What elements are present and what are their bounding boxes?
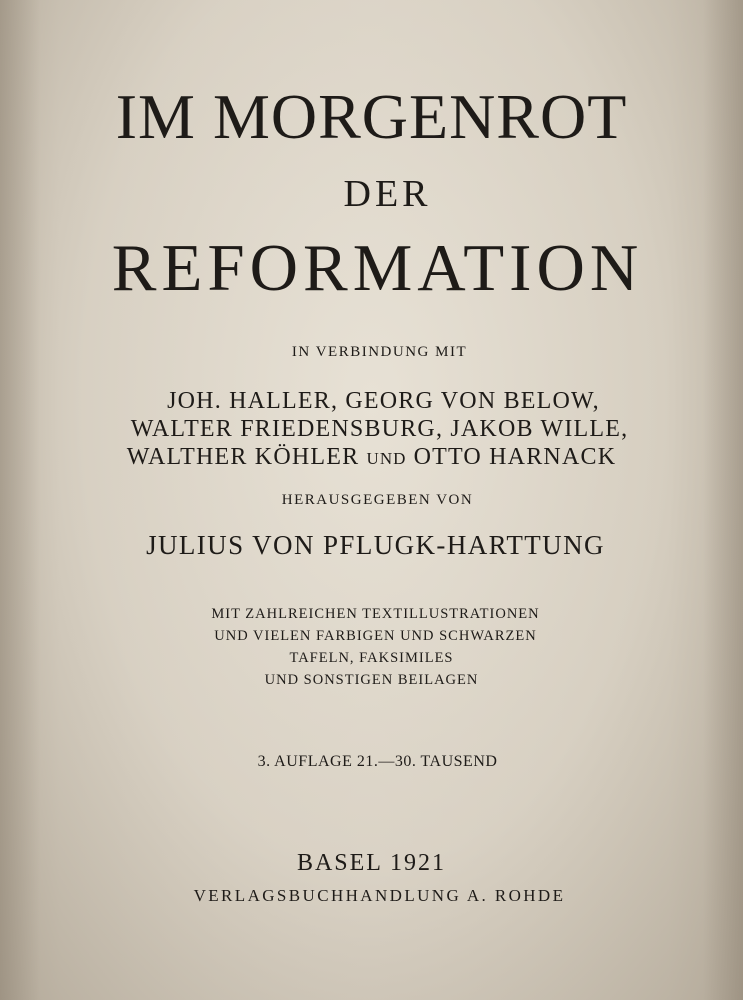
place-and-year: BASEL 1921 [296, 850, 447, 876]
title-line-2: DER [343, 173, 432, 215]
description-line-4: UND SONSTIGEN BEILAGEN [264, 672, 479, 688]
authors-line-1: JOH. HALLER, GEORG VON BELOW, [167, 388, 600, 414]
description-line-1: MIT ZAHLREICHEN TEXTILLUSTRATIONEN [211, 606, 540, 622]
authors-line-3 [0, 444, 743, 471]
editor-name: JULIUS VON PFLUGK-HARTTUNG [146, 530, 605, 560]
authors-line-3-conjunction: UND [366, 449, 407, 468]
title-line-3: REFORMATION [111, 231, 644, 305]
authors-line-3-name-b: OTTO HARNACK [413, 444, 617, 470]
publisher: VERLAGSBUCHHANDLUNG A. ROHDE [193, 886, 566, 905]
authors-line-2: WALTER FRIEDENSBURG, JAKOB WILLE, [130, 416, 629, 442]
collaboration-intro: IN VERBINDUNG MIT [291, 344, 468, 360]
description-line-3: TAFELN, FAKSIMILES [289, 650, 454, 666]
edition-info: 3. AUFLAGE 21.—30. TAUSEND [257, 753, 498, 770]
description-line-2: UND VIELEN FARBIGEN UND SCHWARZEN [214, 628, 537, 644]
authors-line-3-name-a: WALTHER KÖHLER [126, 444, 360, 470]
title-line-1: IM MORGENROT [115, 81, 628, 152]
editor-intro: HERAUSGEGEBEN VON [281, 492, 474, 508]
